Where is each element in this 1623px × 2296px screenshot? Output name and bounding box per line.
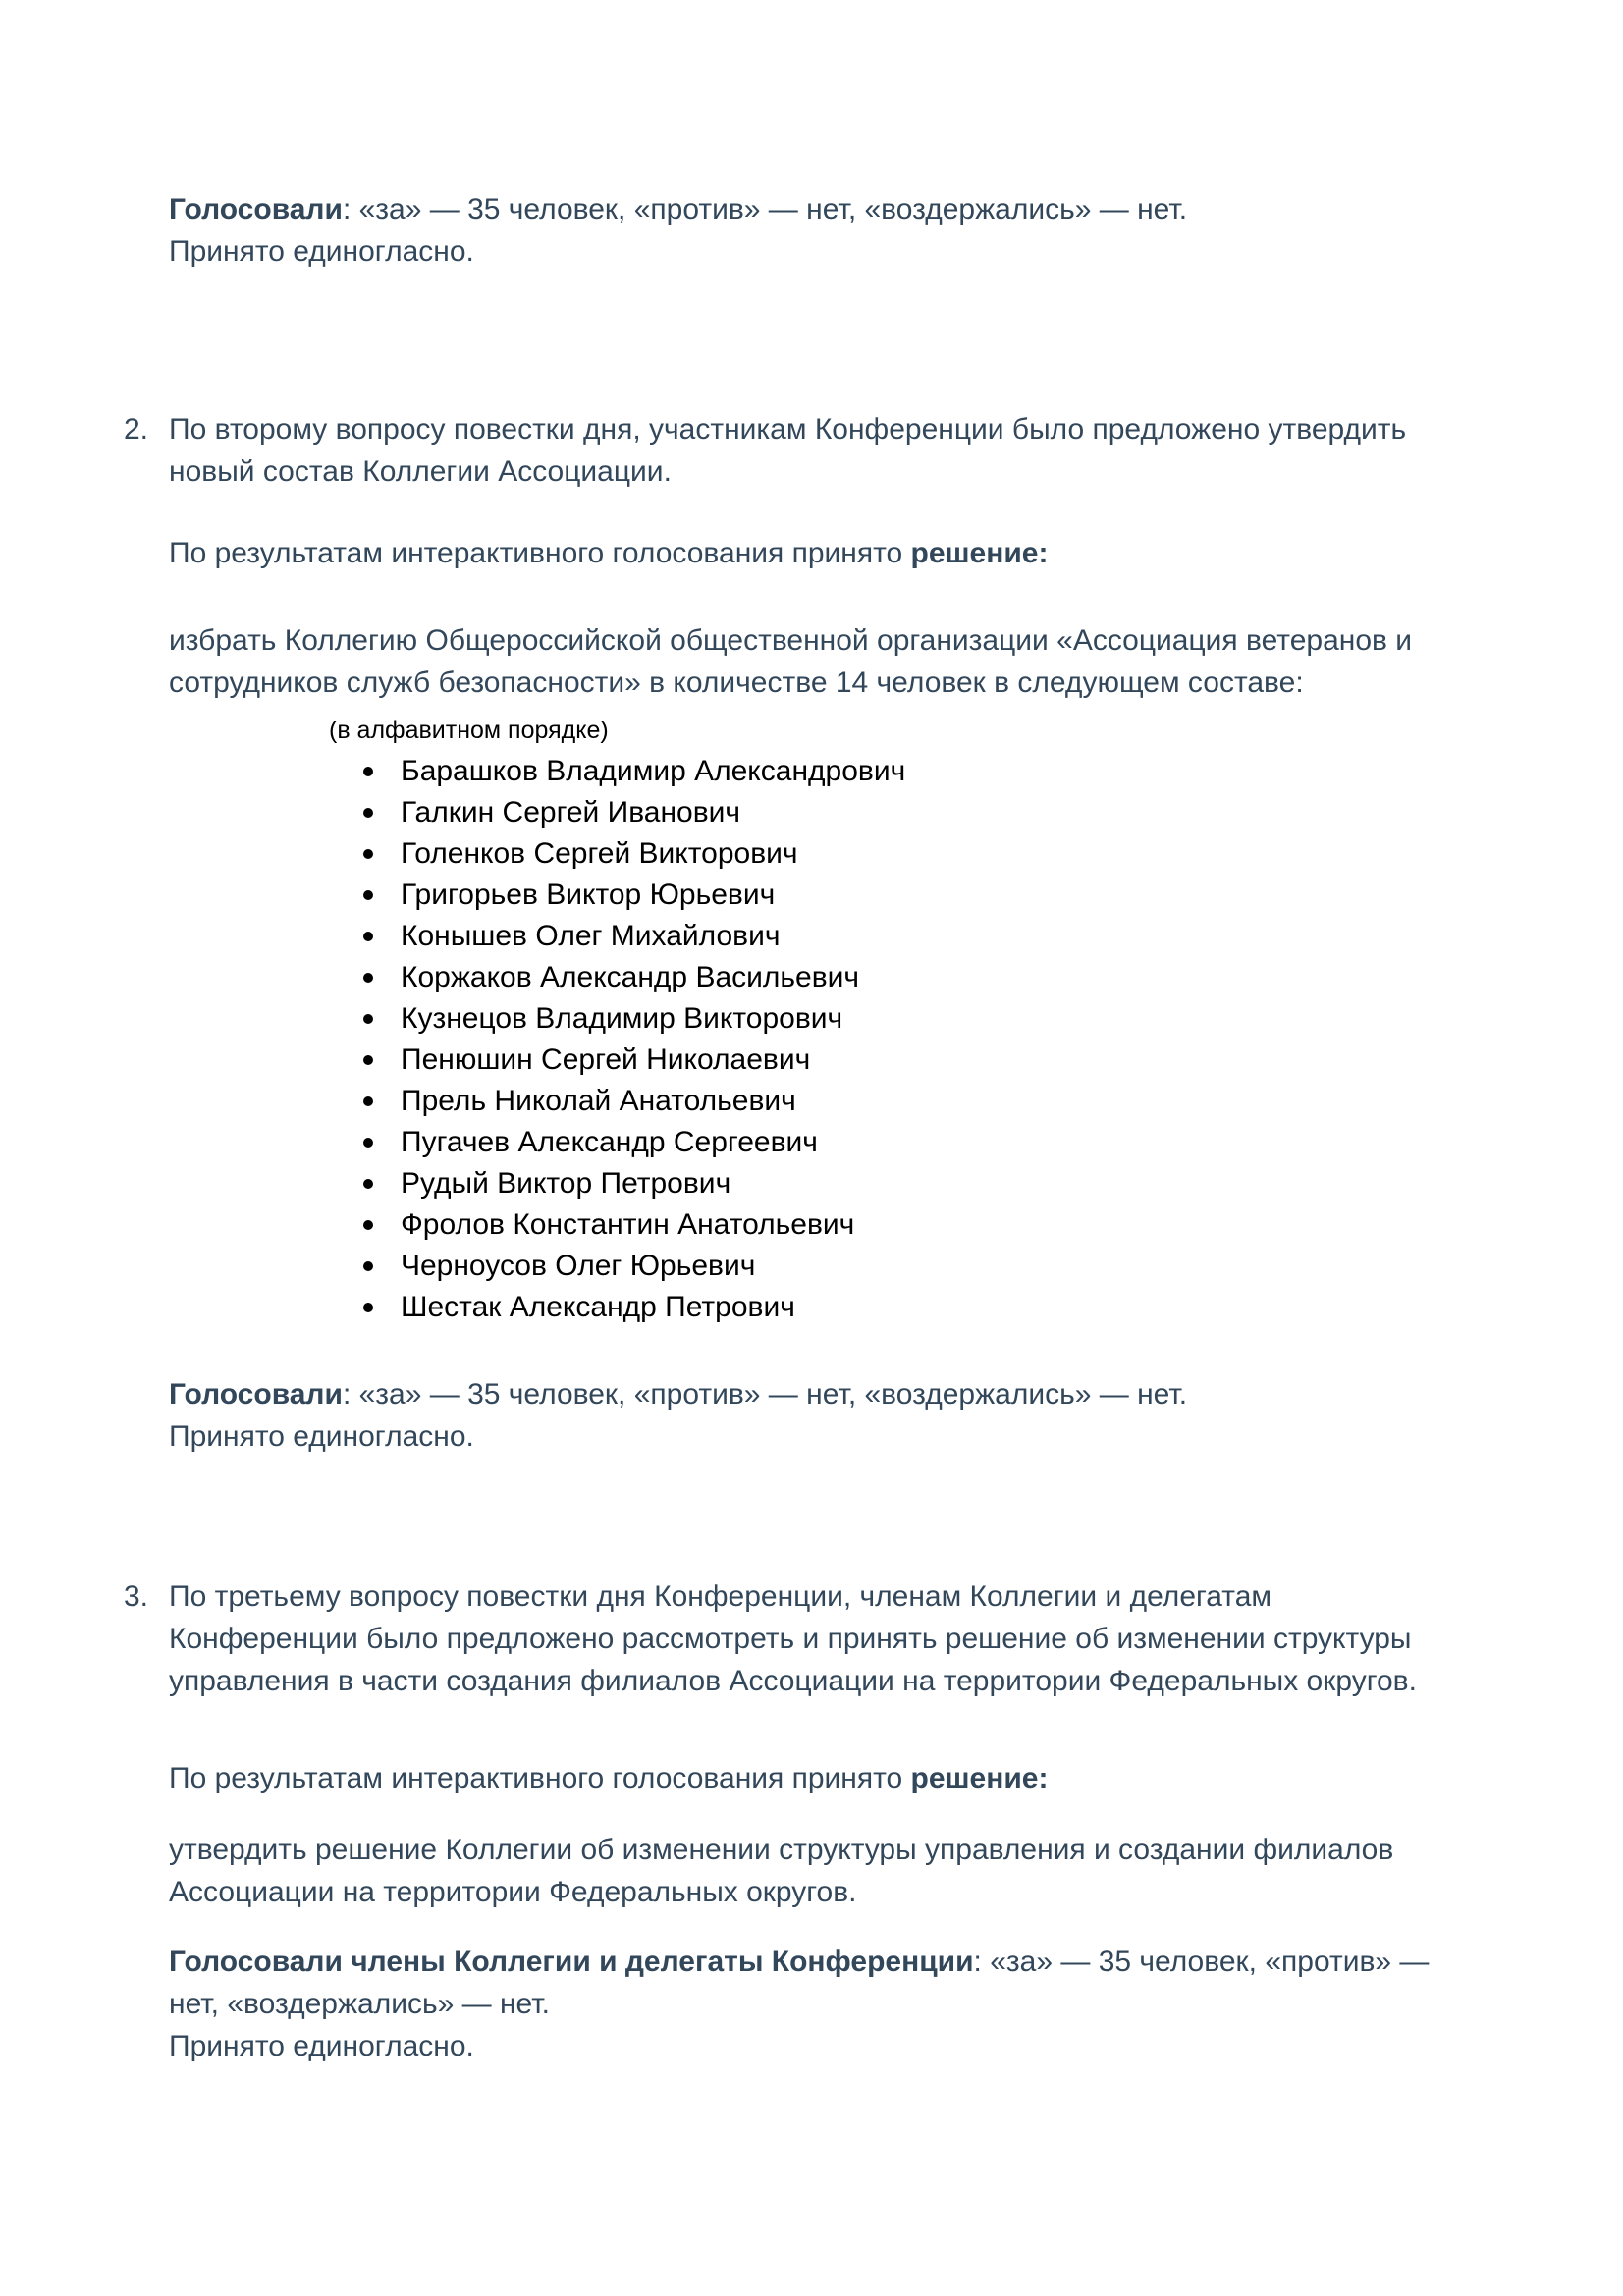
member-name: Коржаков Александр Васильевич [401,961,860,993]
vote-label: Голосовали члены Коллегии и делегаты Конференции [169,1946,974,1978]
member-name: Кузнецов Владимир Викторович [401,1002,843,1035]
agenda-item-3 [124,1575,1457,2067]
list-item [169,957,1457,998]
member-name: Шестак Александр Петрович [401,1291,795,1323]
item-3-result-line [169,1757,1457,1799]
vote-unanimous: Принято единогласно. [169,2030,474,2062]
vote-result-paragraph-3 [169,1941,1457,2067]
document-content [124,0,1457,2067]
member-name: Пенюшин Сергей Николаевич [401,1043,811,1076]
item-2-decision: избрать Коллегию Общероссийской общественной организации «Ассоциация ветеранов и сотрудников служб безопасности» в количестве 14 человек в следующем составе: [169,624,1413,699]
vote-text: : «за» — 35 человек, «против» — нет, «воздержались» — нет. [342,193,1188,226]
vote-label: Голосовали [169,193,343,226]
bullet-icon [363,1261,373,1271]
bullet-icon [363,767,373,776]
item-2-result-line [169,532,1457,574]
member-name: Рудый Виктор Петрович [401,1167,731,1200]
bullet-icon [363,1014,373,1024]
bullet-icon [363,808,373,818]
item-3-decision: утвердить решение Коллегии об изменении структуры управления и создании филиалов Ассоциации на территории Федеральных округов. [169,1834,1394,1908]
list-item [169,1287,1457,1328]
list-item [169,998,1457,1040]
member-name: Фролов Константин Анатольевич [401,1208,855,1241]
member-name: Прель Николай Анатольевич [401,1085,796,1117]
vote-unanimous: Принято единогласно. [169,1420,474,1453]
agenda-item-2 [124,408,1457,1458]
list-item [169,1081,1457,1122]
bullet-icon [363,849,373,859]
member-name: Григорьев Виктор Юрьевич [401,879,776,911]
bullet-icon [363,1138,373,1148]
item-3-result-prefix: По результатам интерактивного голосования принято [169,1762,911,1794]
member-name: Голенков Сергей Викторович [401,837,798,870]
bullet-icon [363,1179,373,1189]
bullet-icon [363,932,373,941]
alphabetical-order-note: (в алфавитном порядке) [329,717,609,744]
bullet-icon [363,1220,373,1230]
member-name: Пугачев Александр Сергеевич [401,1126,818,1158]
member-name: Барашков Владимир Александрович [401,755,906,787]
item-2-result-prefix: По результатам интерактивного голосования принято [169,537,911,569]
item-3-intro: По третьему вопросу повестки дня Конференции, членам Коллегии и делегатам Конференции было предложено рассмотреть и принять решение об изменении структуры управления в части создания филиалов Ассоциации на территории Федеральных округов. [169,1580,1417,1697]
list-item [169,751,1457,792]
list-item [169,916,1457,957]
vote-unanimous: Принято единогласно. [169,236,474,268]
bullet-icon [363,1055,373,1065]
bullet-icon [363,890,373,900]
list-item [169,792,1457,833]
item-2-result-bold: решение: [910,537,1049,569]
board-members-list [169,751,1457,1328]
vote-text: : «за» — 35 человек, «против» — нет, «воздержались» — нет. [169,1946,1430,2020]
list-item [169,833,1457,875]
bullet-icon [363,973,373,983]
list-item [169,875,1457,916]
member-name: Черноусов Олег Юрьевич [401,1250,756,1282]
item-3-number: 3. [124,1580,149,1613]
vote-result-paragraph-1 [169,188,1457,273]
member-name: Конышев Олег Михайлович [401,920,781,952]
list-item [169,1122,1457,1163]
item-2-intro: По второму вопросу повестки дня, участникам Конференции было предложено утвердить новый состав Коллегии Ассоциации. [169,413,1407,488]
list-item [169,1163,1457,1204]
bullet-icon [363,1303,373,1312]
vote-label: Голосовали [169,1378,343,1411]
item-2-number: 2. [124,413,149,446]
member-name: Галкин Сергей Иванович [401,796,741,828]
list-item [169,1040,1457,1081]
item-3-result-bold: решение: [910,1762,1049,1794]
bullet-icon [363,1096,373,1106]
list-item [169,1246,1457,1287]
vote-result-paragraph-2 [169,1373,1457,1458]
list-item [169,1204,1457,1246]
vote-text: : «за» — 35 человек, «против» — нет, «воздержались» — нет. [342,1378,1188,1411]
